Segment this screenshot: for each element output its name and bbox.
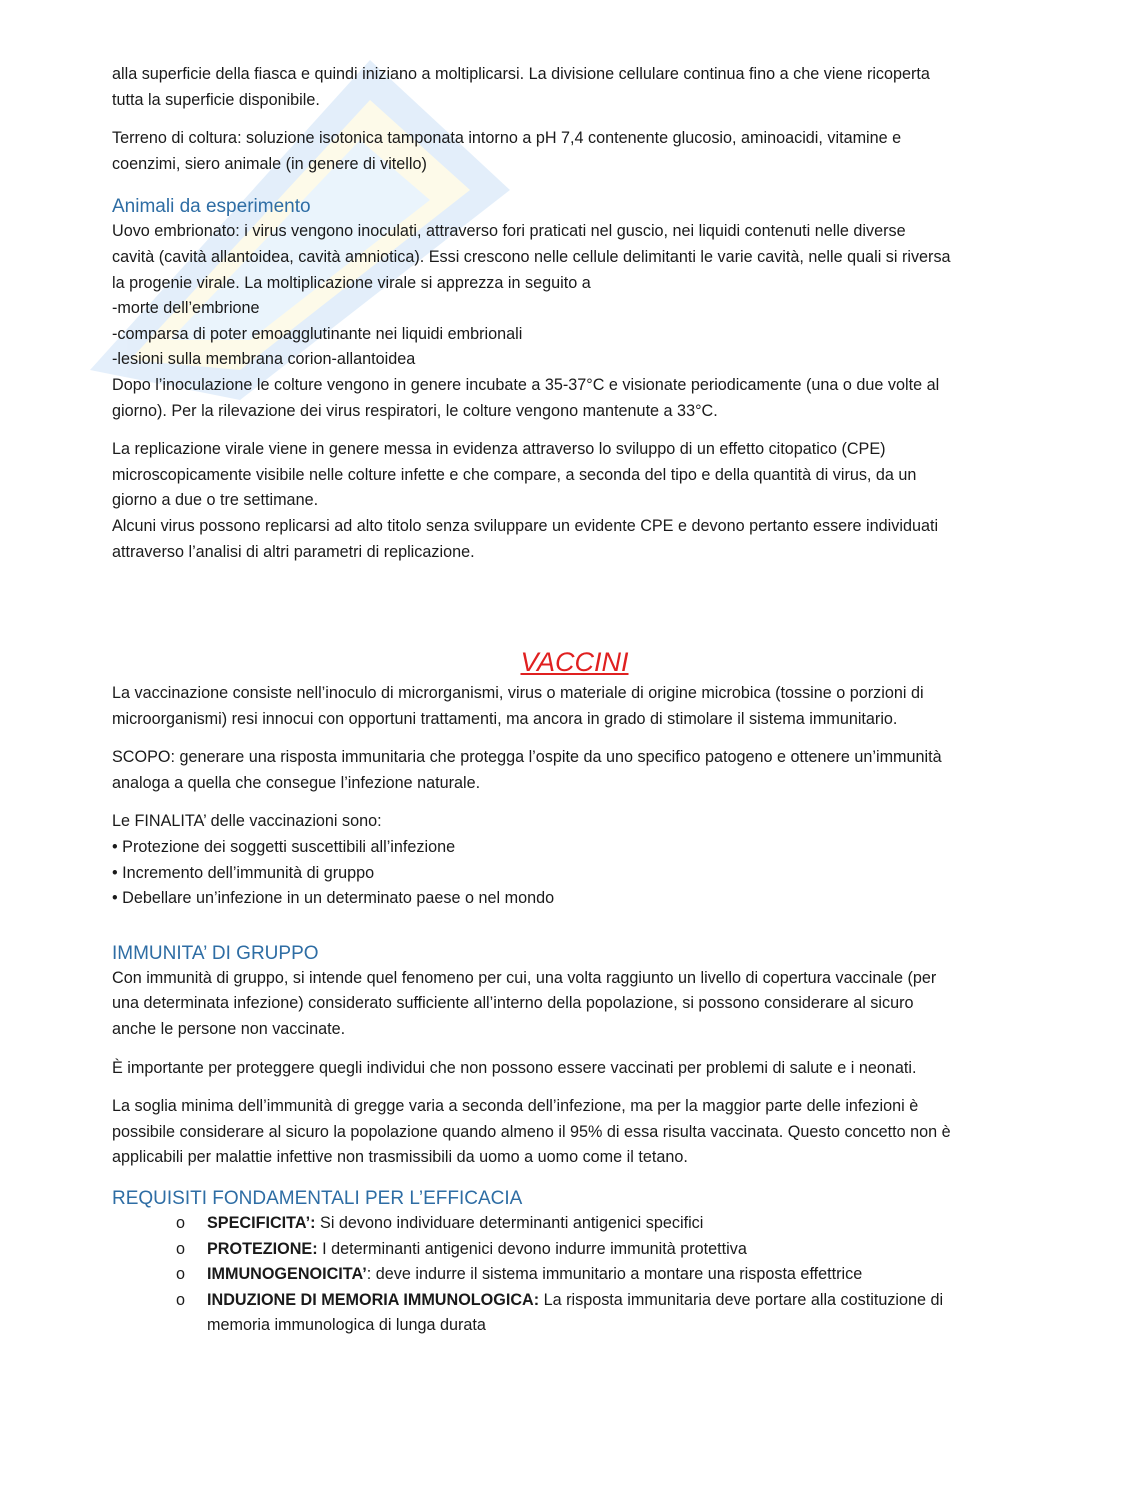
- text-line: anche le persone non vaccinate.: [112, 1020, 346, 1039]
- page-title-vaccini: VACCINI: [520, 647, 629, 678]
- text-line: Con immunità di gruppo, si intende quel fenomeno per cui, una volta raggiunto un livello di copertura vaccinale (per: [112, 968, 937, 987]
- list-item: • Protezione dei soggetti suscettibili all’infezione: [112, 838, 456, 857]
- animali-paragraph-1: [112, 219, 1037, 424]
- text-line: La replicazione virale viene in genere messa in evidenza attraverso lo sviluppo di un effetto citopatico (CPE): [112, 440, 886, 459]
- intro-paragraph-2: [112, 126, 1037, 177]
- text-line: -comparsa di poter emoagglutinante nei liquidi embrionali: [112, 324, 523, 343]
- text-line: tutta la superficie disponibile.: [112, 90, 320, 109]
- list-item: [112, 1262, 1037, 1288]
- immunita-paragraph-2: [112, 1056, 1037, 1082]
- text-line: Alcuni virus possono replicarsi ad alto titolo senza sviluppare un evidente CPE e devono pertanto essere individuati: [112, 516, 939, 535]
- term-description: I determinanti antigenici devono indurre immunità protettiva: [317, 1239, 747, 1258]
- text-line: microorganismi) resi innocui con opportuni trattamenti, ma ancora in grado di stimolare il sistema immunitario.: [112, 709, 898, 728]
- list-item: • Incremento dell’immunità di gruppo: [112, 863, 375, 882]
- term-description: Si devono individuare determinanti antigenici specifici: [315, 1214, 704, 1232]
- vaccini-paragraph-2: [112, 745, 1037, 796]
- text-line: Terreno di coltura: soluzione isotonica tamponata intorno a pH 7,4 contenente glucosio, aminoacidi, vitamine e: [112, 129, 902, 148]
- text-line: analoga a quella che consegue l’infezione naturale.: [112, 773, 481, 792]
- animali-paragraph-2: [112, 437, 1037, 565]
- list-marker-icon: o: [176, 1290, 186, 1309]
- text-line: coenzimi, siero animale (in genere di vitello): [112, 154, 427, 173]
- term-description: : deve indurre il sistema immunitario a montare una risposta effettrice: [366, 1265, 863, 1284]
- text-line: la progenie virale. La moltiplicazione virale si apprezza in seguito a: [112, 273, 591, 292]
- list-item: • Debellare un’infezione in un determinato paese o nel mondo: [112, 889, 555, 908]
- term-label: PROTEZIONE:: [207, 1239, 318, 1258]
- section-heading-animali: Animali da esperimento: [112, 196, 311, 218]
- term-description: La risposta immunitaria deve portare alla costituzione di: [539, 1290, 944, 1309]
- term-label: IMMUNOGENOICITA’: [207, 1265, 367, 1284]
- requisiti-list: [112, 1211, 1037, 1339]
- text-line: Uovo embrionato: i virus vengono inoculati, attraverso fori praticati nel guscio, nei liquidi contenuti nelle diverse: [112, 222, 906, 241]
- vaccini-paragraph-1: [112, 681, 1037, 732]
- list-marker-icon: o: [176, 1239, 186, 1258]
- list-item: [112, 1288, 1037, 1339]
- text-line: alla superficie della fiasca e quindi iniziano a moltiplicarsi. La divisione cellulare continua fino a che viene ricoperta: [112, 65, 930, 83]
- section-heading-immunita: IMMUNITA’ DI GRUPPO: [112, 942, 319, 964]
- document-content: [112, 62, 1037, 1339]
- term-label: INDUZIONE DI MEMORIA IMMUNOLOGICA:: [207, 1290, 540, 1309]
- text-line: cavità (cavità allantoidea, cavità amniotica). Essi crescono nelle cellule delimitanti le varie cavità, nelle quali si riversa: [112, 247, 951, 266]
- text-line: una determinata infezione) considerato sufficiente all’interno della popolazione, si possono considerare al sicuro: [112, 994, 914, 1013]
- text-line: microscopicamente visibile nelle colture infette e che compare, a seconda del tipo e della quantità di virus, da un: [112, 465, 917, 484]
- text-line: giorno). Per la rilevazione dei virus respiratori, le colture vengono mantenute a 33°C.: [112, 401, 718, 420]
- immunita-paragraph-1: [112, 966, 1037, 1043]
- list-item: [112, 1211, 1037, 1237]
- text-line: È importante per proteggere quegli individui che non possono essere vaccinati per problemi di salute e i neonati.: [112, 1058, 917, 1077]
- intro-paragraph-1: [112, 62, 1037, 113]
- immunita-paragraph-3: [112, 1094, 1037, 1171]
- text-line: -lesioni sulla membrana corion-allantoidea: [112, 350, 416, 369]
- text-line: applicabili per malattie infettive non trasmissibili da uomo a uomo come il tetano.: [112, 1148, 688, 1167]
- text-line: La soglia minima dell’immunità di gregge varia a seconda dell’infezione, ma per la maggior parte delle infezioni è: [112, 1097, 919, 1116]
- text-line: SCOPO: generare una risposta immunitaria che protegga l’ospite da uno specifico patogeno e ottenere un’immunità: [112, 748, 942, 767]
- text-line: attraverso l’analisi di altri parametri di replicazione.: [112, 542, 475, 561]
- text-line: giorno a due o tre settimane.: [112, 491, 319, 510]
- text-line: La vaccinazione consiste nell’inoculo di microrganismi, virus o materiale di origine microbica (tossine o porzioni di: [112, 684, 924, 703]
- section-heading-requisiti: REQUISITI FONDAMENTALI PER L’EFFICACIA: [112, 1188, 523, 1209]
- term-label: SPECIFICITA’:: [207, 1214, 316, 1232]
- vaccini-finalita-list: [112, 809, 1037, 911]
- text-line: possibile considerare al sicuro la popolazione quando almeno il 95% di essa risulta vaccinata. Questo concetto non è: [112, 1122, 951, 1141]
- term-description-continued: memoria immunologica di lunga durata: [207, 1316, 486, 1335]
- text-line: Le FINALITA’ delle vaccinazioni sono:: [112, 812, 382, 831]
- text-line: -morte dell’embrione: [112, 299, 260, 318]
- list-item: [112, 1237, 1037, 1263]
- text-line: Dopo l’inoculazione le colture vengono in genere incubate a 35-37°C e visionate periodicamente (una o due volte al: [112, 375, 940, 394]
- list-marker-icon: o: [176, 1265, 186, 1284]
- list-marker-icon: o: [176, 1214, 186, 1232]
